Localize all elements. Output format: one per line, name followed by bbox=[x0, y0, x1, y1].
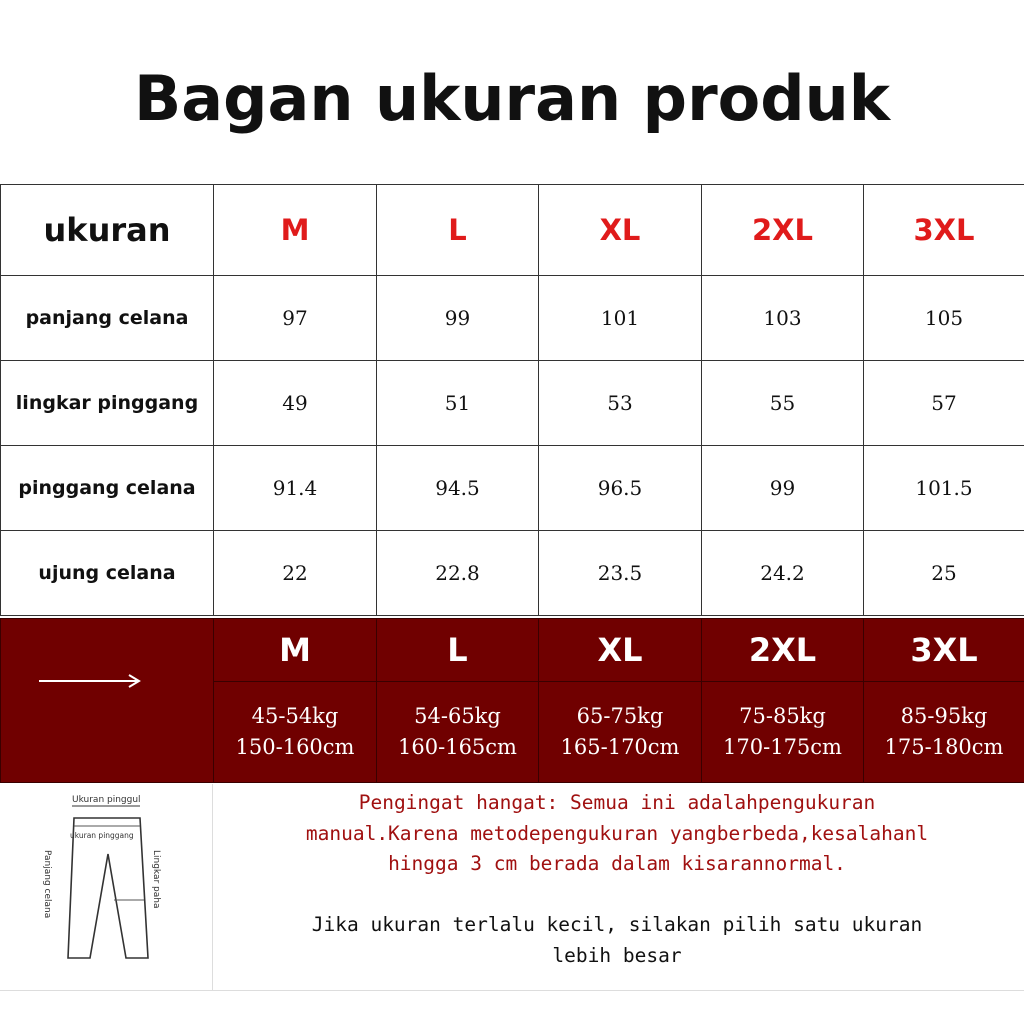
page-title: Bagan ukuran produk bbox=[134, 62, 890, 135]
arrow-right-icon bbox=[37, 671, 147, 691]
note-line: Pengingat hangat: Semua ini adalahpengukuran bbox=[358, 791, 876, 814]
row-label: ujung celana bbox=[1, 531, 214, 616]
table-cell: 49 bbox=[214, 361, 377, 446]
weight-range: 54-65kg bbox=[414, 704, 501, 728]
weight-range: 85-95kg bbox=[900, 704, 988, 728]
divider bbox=[212, 784, 213, 990]
table-cell: 51 bbox=[377, 361, 539, 446]
size-header-2xl: 2XL bbox=[702, 185, 864, 276]
corner-label: ukuran bbox=[1, 185, 214, 276]
table-cell: 25 bbox=[864, 531, 1024, 616]
table-cell: 97 bbox=[214, 276, 377, 361]
recommendation-size-row bbox=[1, 619, 1024, 682]
note-line: hingga 3 cm berada dalam kisarannormal. bbox=[388, 852, 846, 875]
note-line: manual.Karena metodepengukuran yangberbeda,kesalahanl bbox=[305, 821, 929, 845]
size-header-m: M bbox=[214, 185, 377, 276]
row-label: panjang celana bbox=[1, 276, 214, 361]
recommend-size-2xl: 2XL bbox=[702, 619, 864, 682]
table-cell: 103 bbox=[702, 276, 864, 361]
size-table bbox=[0, 184, 1024, 616]
table-cell: 94.5 bbox=[377, 446, 539, 531]
table-cell: 22 bbox=[214, 531, 377, 616]
table-cell: 101.5 bbox=[864, 446, 1024, 531]
recommend-size-xl: XL bbox=[539, 619, 702, 682]
height-range: 170-175cm bbox=[723, 735, 842, 759]
table-cell: 55 bbox=[702, 361, 864, 446]
weight-range: 65-75kg bbox=[576, 704, 664, 728]
size-advice bbox=[214, 910, 1020, 971]
table-cell: 91.4 bbox=[214, 446, 377, 531]
table-row bbox=[1, 361, 1024, 446]
weight-range: 45-54kg bbox=[251, 704, 339, 728]
weight-range: 75-85kg bbox=[739, 704, 826, 728]
recommend-size-3xl: 3XL bbox=[864, 619, 1024, 682]
size-header-l: L bbox=[377, 185, 539, 276]
label-waist: ukuran pinggang bbox=[70, 831, 134, 840]
note-line: lebih besar bbox=[552, 943, 682, 967]
measurement-note bbox=[214, 788, 1020, 880]
range-cell bbox=[702, 682, 864, 783]
table-cell: 99 bbox=[377, 276, 539, 361]
height-range: 165-170cm bbox=[560, 735, 680, 759]
height-range: 160-165cm bbox=[398, 735, 517, 759]
row-label: pinggang celana bbox=[1, 446, 214, 531]
height-range: 150-160cm bbox=[235, 735, 355, 759]
arrow-cell bbox=[1, 619, 214, 783]
table-cell: 23.5 bbox=[539, 531, 702, 616]
table-cell: 99 bbox=[702, 446, 864, 531]
table-row bbox=[1, 276, 1024, 361]
size-header-row bbox=[1, 185, 1024, 276]
table-row bbox=[1, 446, 1024, 531]
table-row bbox=[1, 531, 1024, 616]
divider bbox=[0, 990, 1024, 991]
note-line: Jika ukuran terlalu kecil, silakan pilih satu ukuran bbox=[311, 913, 923, 936]
range-cell bbox=[539, 682, 702, 783]
size-header-3xl: 3XL bbox=[864, 185, 1024, 276]
pants-icon bbox=[30, 790, 190, 970]
range-cell bbox=[864, 682, 1024, 783]
table-cell: 53 bbox=[539, 361, 702, 446]
range-cell bbox=[214, 682, 377, 783]
recommend-size-m: M bbox=[214, 619, 377, 682]
height-range: 175-180cm bbox=[884, 735, 1004, 759]
label-hip: Ukuran pinggul bbox=[72, 795, 141, 805]
table-cell: 101 bbox=[539, 276, 702, 361]
table-cell: 24.2 bbox=[702, 531, 864, 616]
range-cell bbox=[377, 682, 539, 783]
table-cell: 22.8 bbox=[377, 531, 539, 616]
table-cell: 57 bbox=[864, 361, 1024, 446]
row-label: lingkar pinggang bbox=[1, 361, 214, 446]
recommend-size-l: L bbox=[377, 619, 539, 682]
table-cell: 96.5 bbox=[539, 446, 702, 531]
table-cell: 105 bbox=[864, 276, 1024, 361]
size-header-xl: XL bbox=[539, 185, 702, 276]
label-length: Panjang celana bbox=[42, 850, 52, 919]
recommendation-band bbox=[0, 618, 1024, 783]
label-thigh: Lingkar paha bbox=[151, 850, 161, 909]
